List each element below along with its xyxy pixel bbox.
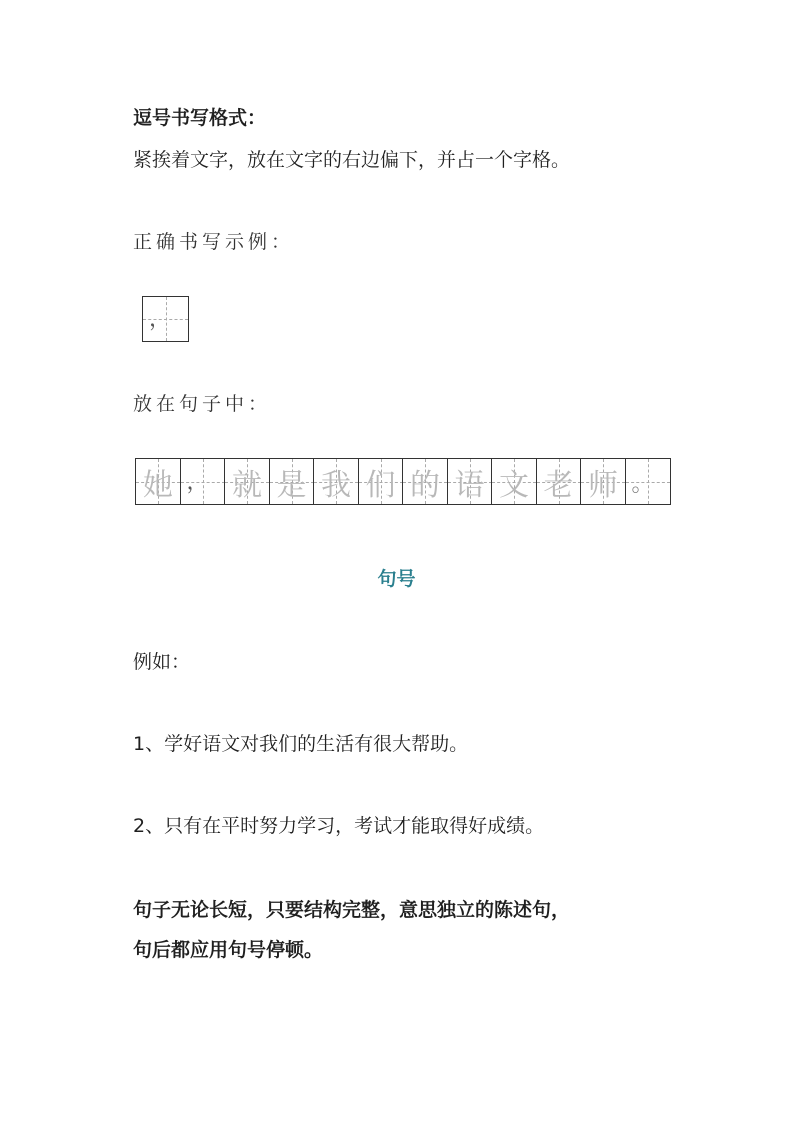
correct-example-label: 正确书写示例： — [133, 231, 295, 253]
writing-grid-strip — [135, 458, 671, 505]
example-sentence-2: 2、只有在平时努力学习，考试才能取得好成绩。 — [133, 815, 545, 837]
grid-cell — [402, 458, 448, 505]
grid-cell — [580, 458, 626, 505]
grid-character: 是 — [276, 467, 307, 503]
example-sentence-1: 1、学好语文对我们的生活有很大帮助。 — [133, 733, 469, 755]
grid-cell — [625, 458, 671, 505]
comma-format-rule: 紧挨着文字，放在文字的右边偏下，并占一个字格。 — [133, 149, 571, 171]
example-comma: ， — [149, 307, 172, 332]
sentence-label: 放在句子中： — [133, 393, 272, 415]
grid-cell — [536, 458, 582, 505]
grid-character: 的 — [410, 467, 440, 503]
grid-cell — [447, 458, 493, 505]
period-heading: 句号 — [377, 568, 416, 590]
grid-character: 我 — [321, 467, 351, 503]
grid-character: 师 — [588, 467, 618, 503]
grid-cell — [313, 458, 359, 505]
grid-cell — [135, 458, 181, 505]
grid-punctuation: 。 — [631, 472, 654, 497]
conclusion-line-2: 句后都应用句号停顿。 — [133, 939, 324, 961]
conclusion-line-1: 句子无论长短，只要结构完整，意思独立的陈述句， — [133, 899, 571, 921]
grid-cell — [224, 458, 270, 505]
grid-character: 老 — [543, 467, 574, 503]
grid-character: 们 — [365, 467, 396, 503]
comma-format-title: 逗号书写格式： — [133, 107, 267, 129]
grid-character: 就 — [232, 467, 262, 503]
grid-character: 她 — [143, 467, 173, 503]
grid-cell — [180, 458, 226, 505]
example-grid-cell — [142, 296, 189, 342]
grid-cell — [358, 458, 404, 505]
grid-cell — [491, 458, 537, 505]
grid-character: 文 — [499, 467, 529, 503]
grid-character: 语 — [454, 467, 485, 503]
grid-punctuation: ， — [186, 470, 209, 495]
example-label: 例如： — [133, 651, 191, 673]
grid-cell — [269, 458, 315, 505]
